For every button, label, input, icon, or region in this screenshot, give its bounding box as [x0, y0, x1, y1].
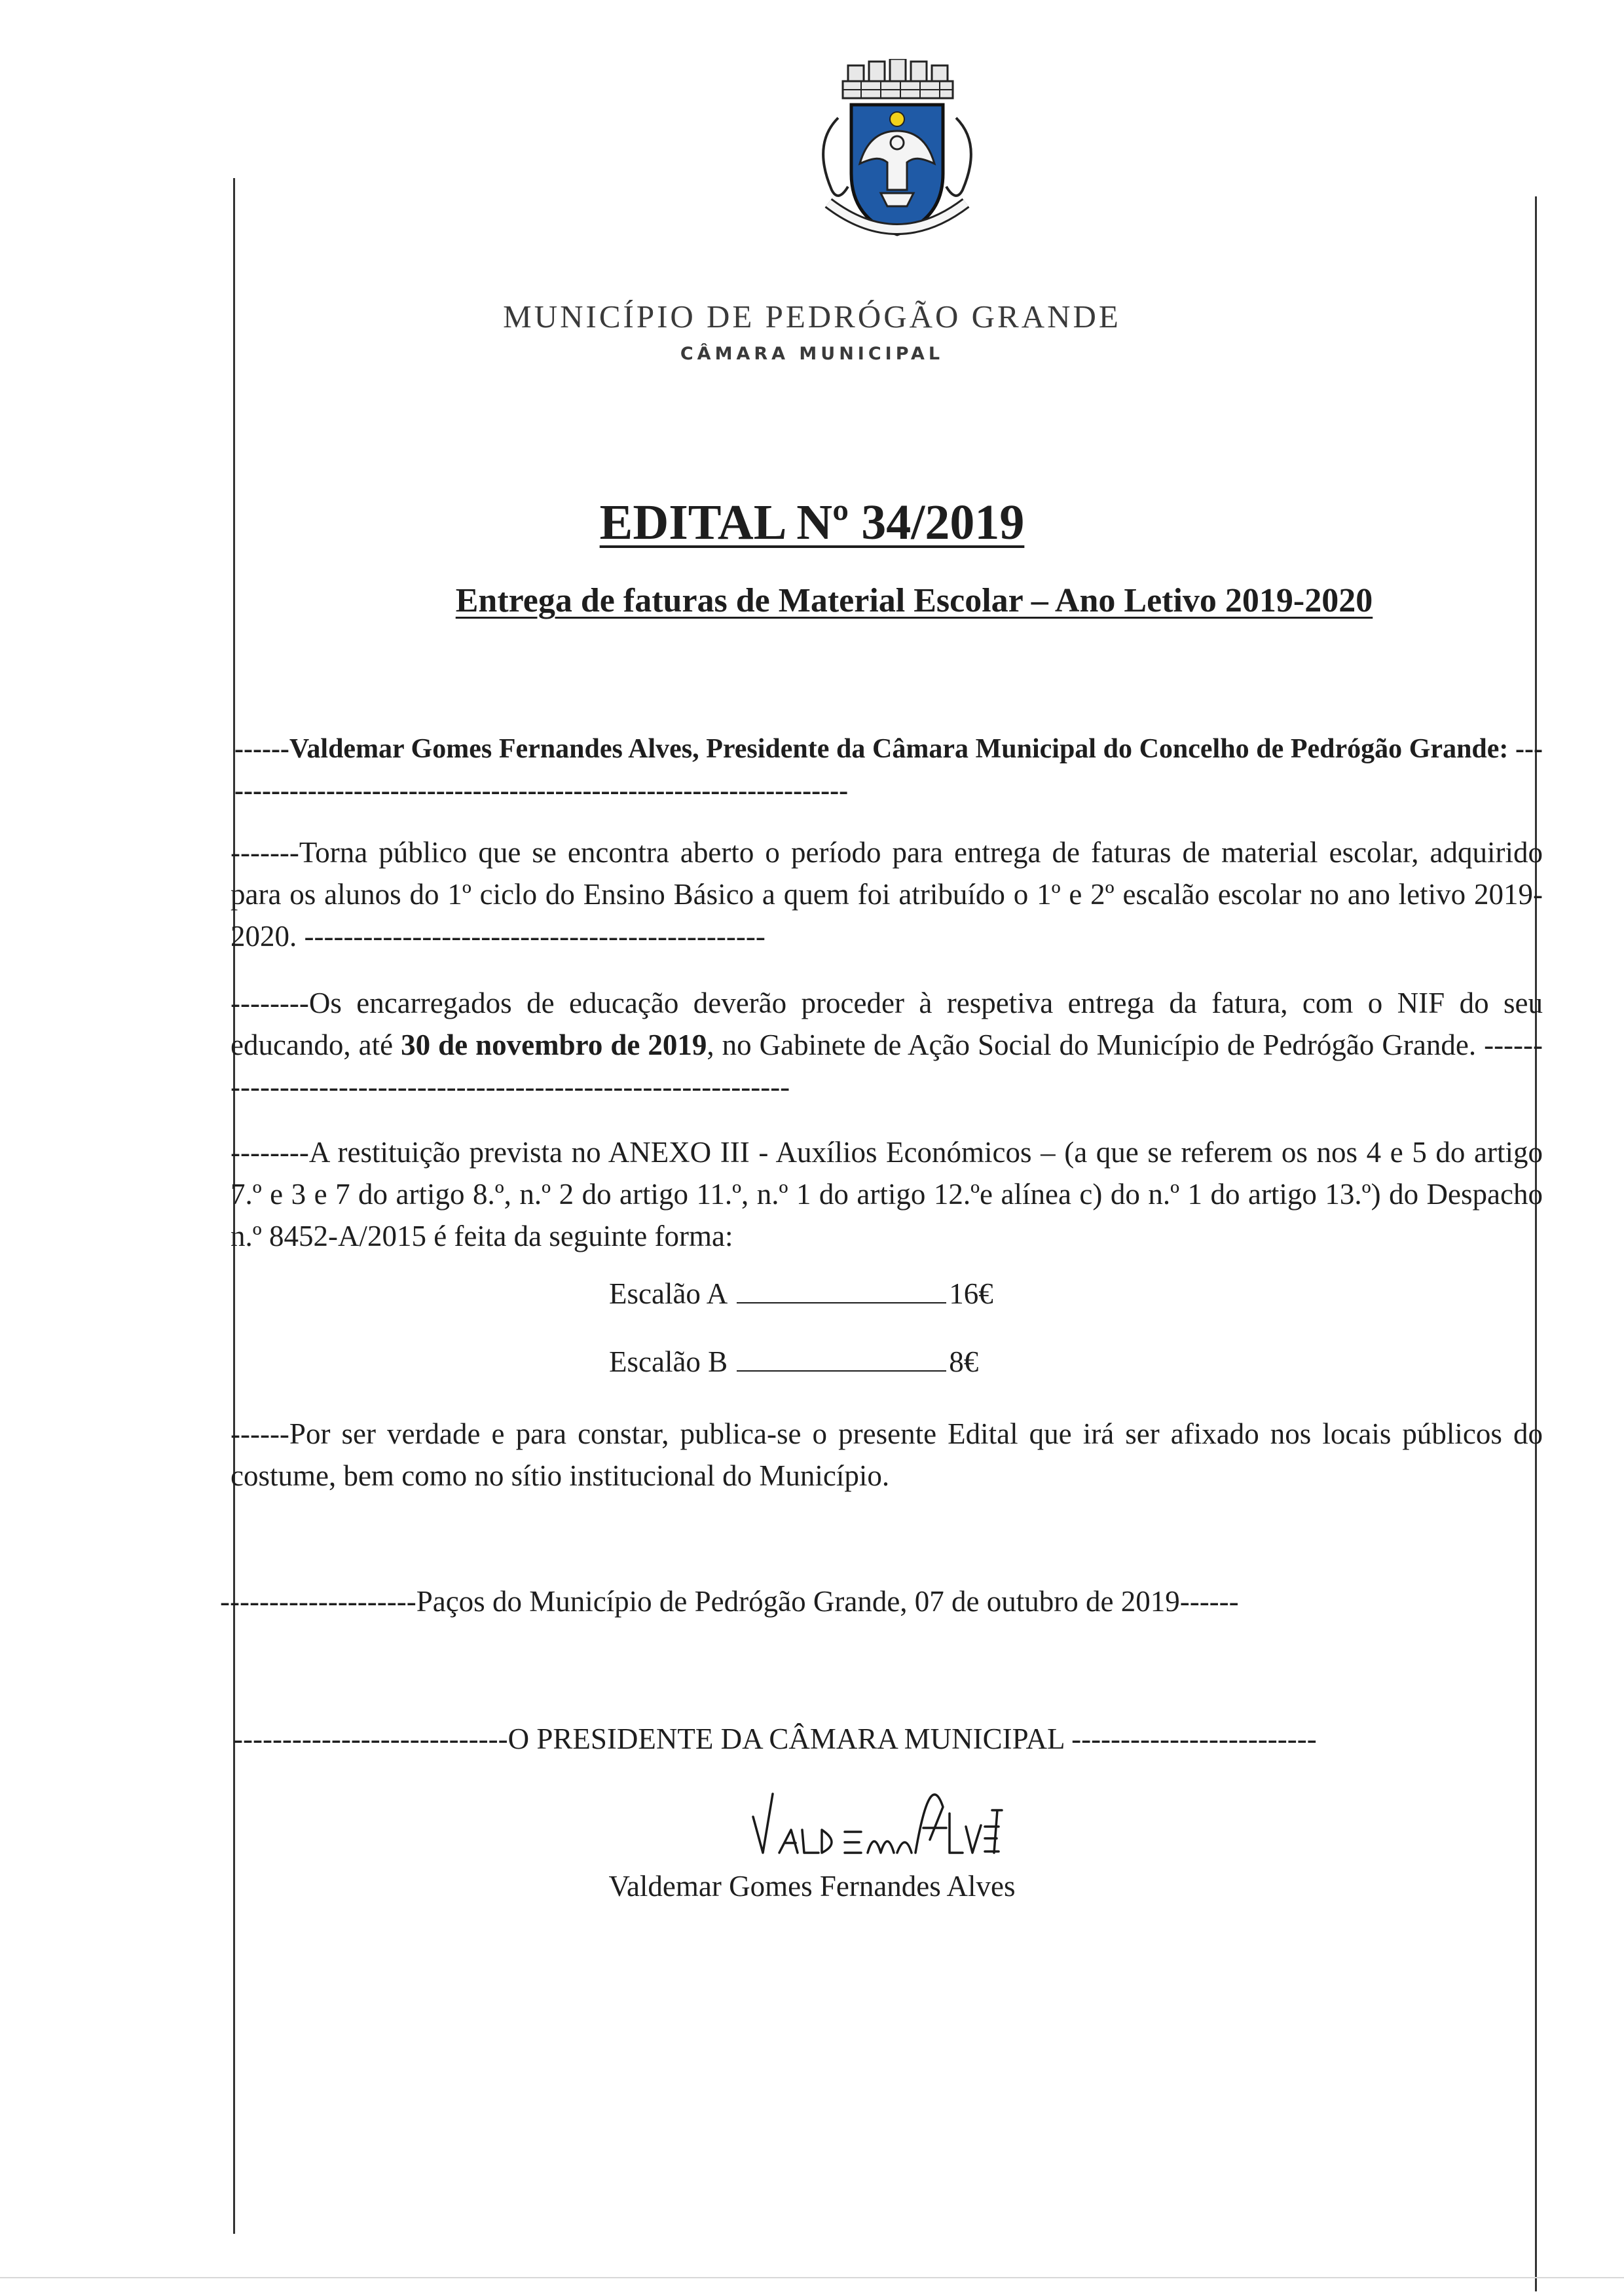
- document-title: [0, 494, 1624, 551]
- escalao-b-label: Escalão B: [609, 1345, 728, 1378]
- bottom-rule: [0, 2277, 1624, 2278]
- document-subject: [286, 581, 1543, 620]
- escalao-a-fill-line: [737, 1279, 946, 1303]
- municipality-name: MUNICÍPIO DE PEDRÓGÃO GRANDE: [503, 299, 1121, 335]
- paragraph-2: [231, 982, 1543, 1108]
- document-title-text: EDITAL Nº 34/2019: [599, 495, 1025, 550]
- signatory-name: Valdemar Gomes Fernandes Alves: [608, 1870, 1016, 1903]
- municipality-subtitle: CÂMARA MUNICIPAL: [680, 344, 944, 364]
- date-line: --------------------Paços do Município de Pedrógão Grande, 07 de outubro de 2019------: [220, 1585, 1239, 1618]
- document-subject-text: Entrega de faturas de Material Escolar – Ano Letivo 2019-2020: [455, 582, 1373, 619]
- escalao-a-row: [609, 1277, 993, 1311]
- escalao-b-row: [609, 1345, 978, 1379]
- paragraph-3: --------A restituição prevista no ANEXO III - Auxílios Económicos – (a que se referem os nos 4 e 5 do artigo 7.º e 3 e 7 do artigo 8.º, n.º 2 do artigo 11.º, n.º 1 do artigo 12.ºe alínea c) do n.º 1 do artigo 13.º) do Despacho n.º 8452-A/2015 é feita da seguinte forma:: [231, 1136, 1543, 1252]
- intro-paragraph: ------Valdemar Gomes Fernandes Alves, Presidente da Câmara Municipal do Concelho de Pedrógão Grande: ----------------------------------------------------------------------: [234, 734, 1543, 806]
- handwritten-signature: [733, 1755, 1008, 1872]
- paragraph-4: ------Por ser verdade e para constar, publica-se o presente Edital que irá ser afixado nos locais públicos do costume, bem como no sítio institucional do Município.: [231, 1417, 1543, 1492]
- escalao-b-value: 8€: [949, 1345, 979, 1378]
- escalao-a-label: Escalão A: [609, 1277, 728, 1310]
- municipal-crest-logo: [802, 59, 992, 255]
- escalao-a-value: 16€: [949, 1277, 993, 1310]
- deadline-date: 30 de novembro de 2019: [401, 1029, 707, 1061]
- escalao-b-fill-line: [737, 1347, 946, 1372]
- paragraph-2-after: , no Gabinete de Ação Social do Município de Pedrógão Grande. ---------------------------------------------------------------: [231, 1029, 1543, 1103]
- paragraph-1: -------Torna público que se encontra aberto o período para entrega de faturas de material escolar, adquirido para os alunos do 1º ciclo do Ensino Básico a quem foi atribuído o 1º e 2º escalão escolar no ano letivo 2019-2020. -----------------------------------------------: [231, 836, 1543, 953]
- paragraph-2-before: --------Os encarregados de educação deverão proceder à respetiva entrega da fatura, com o NIF do seu educando, até: [231, 987, 1543, 1061]
- president-line: ----------------------------O PRESIDENTE DA CÂMARA MUNICIPAL -------------------------: [233, 1722, 1317, 1755]
